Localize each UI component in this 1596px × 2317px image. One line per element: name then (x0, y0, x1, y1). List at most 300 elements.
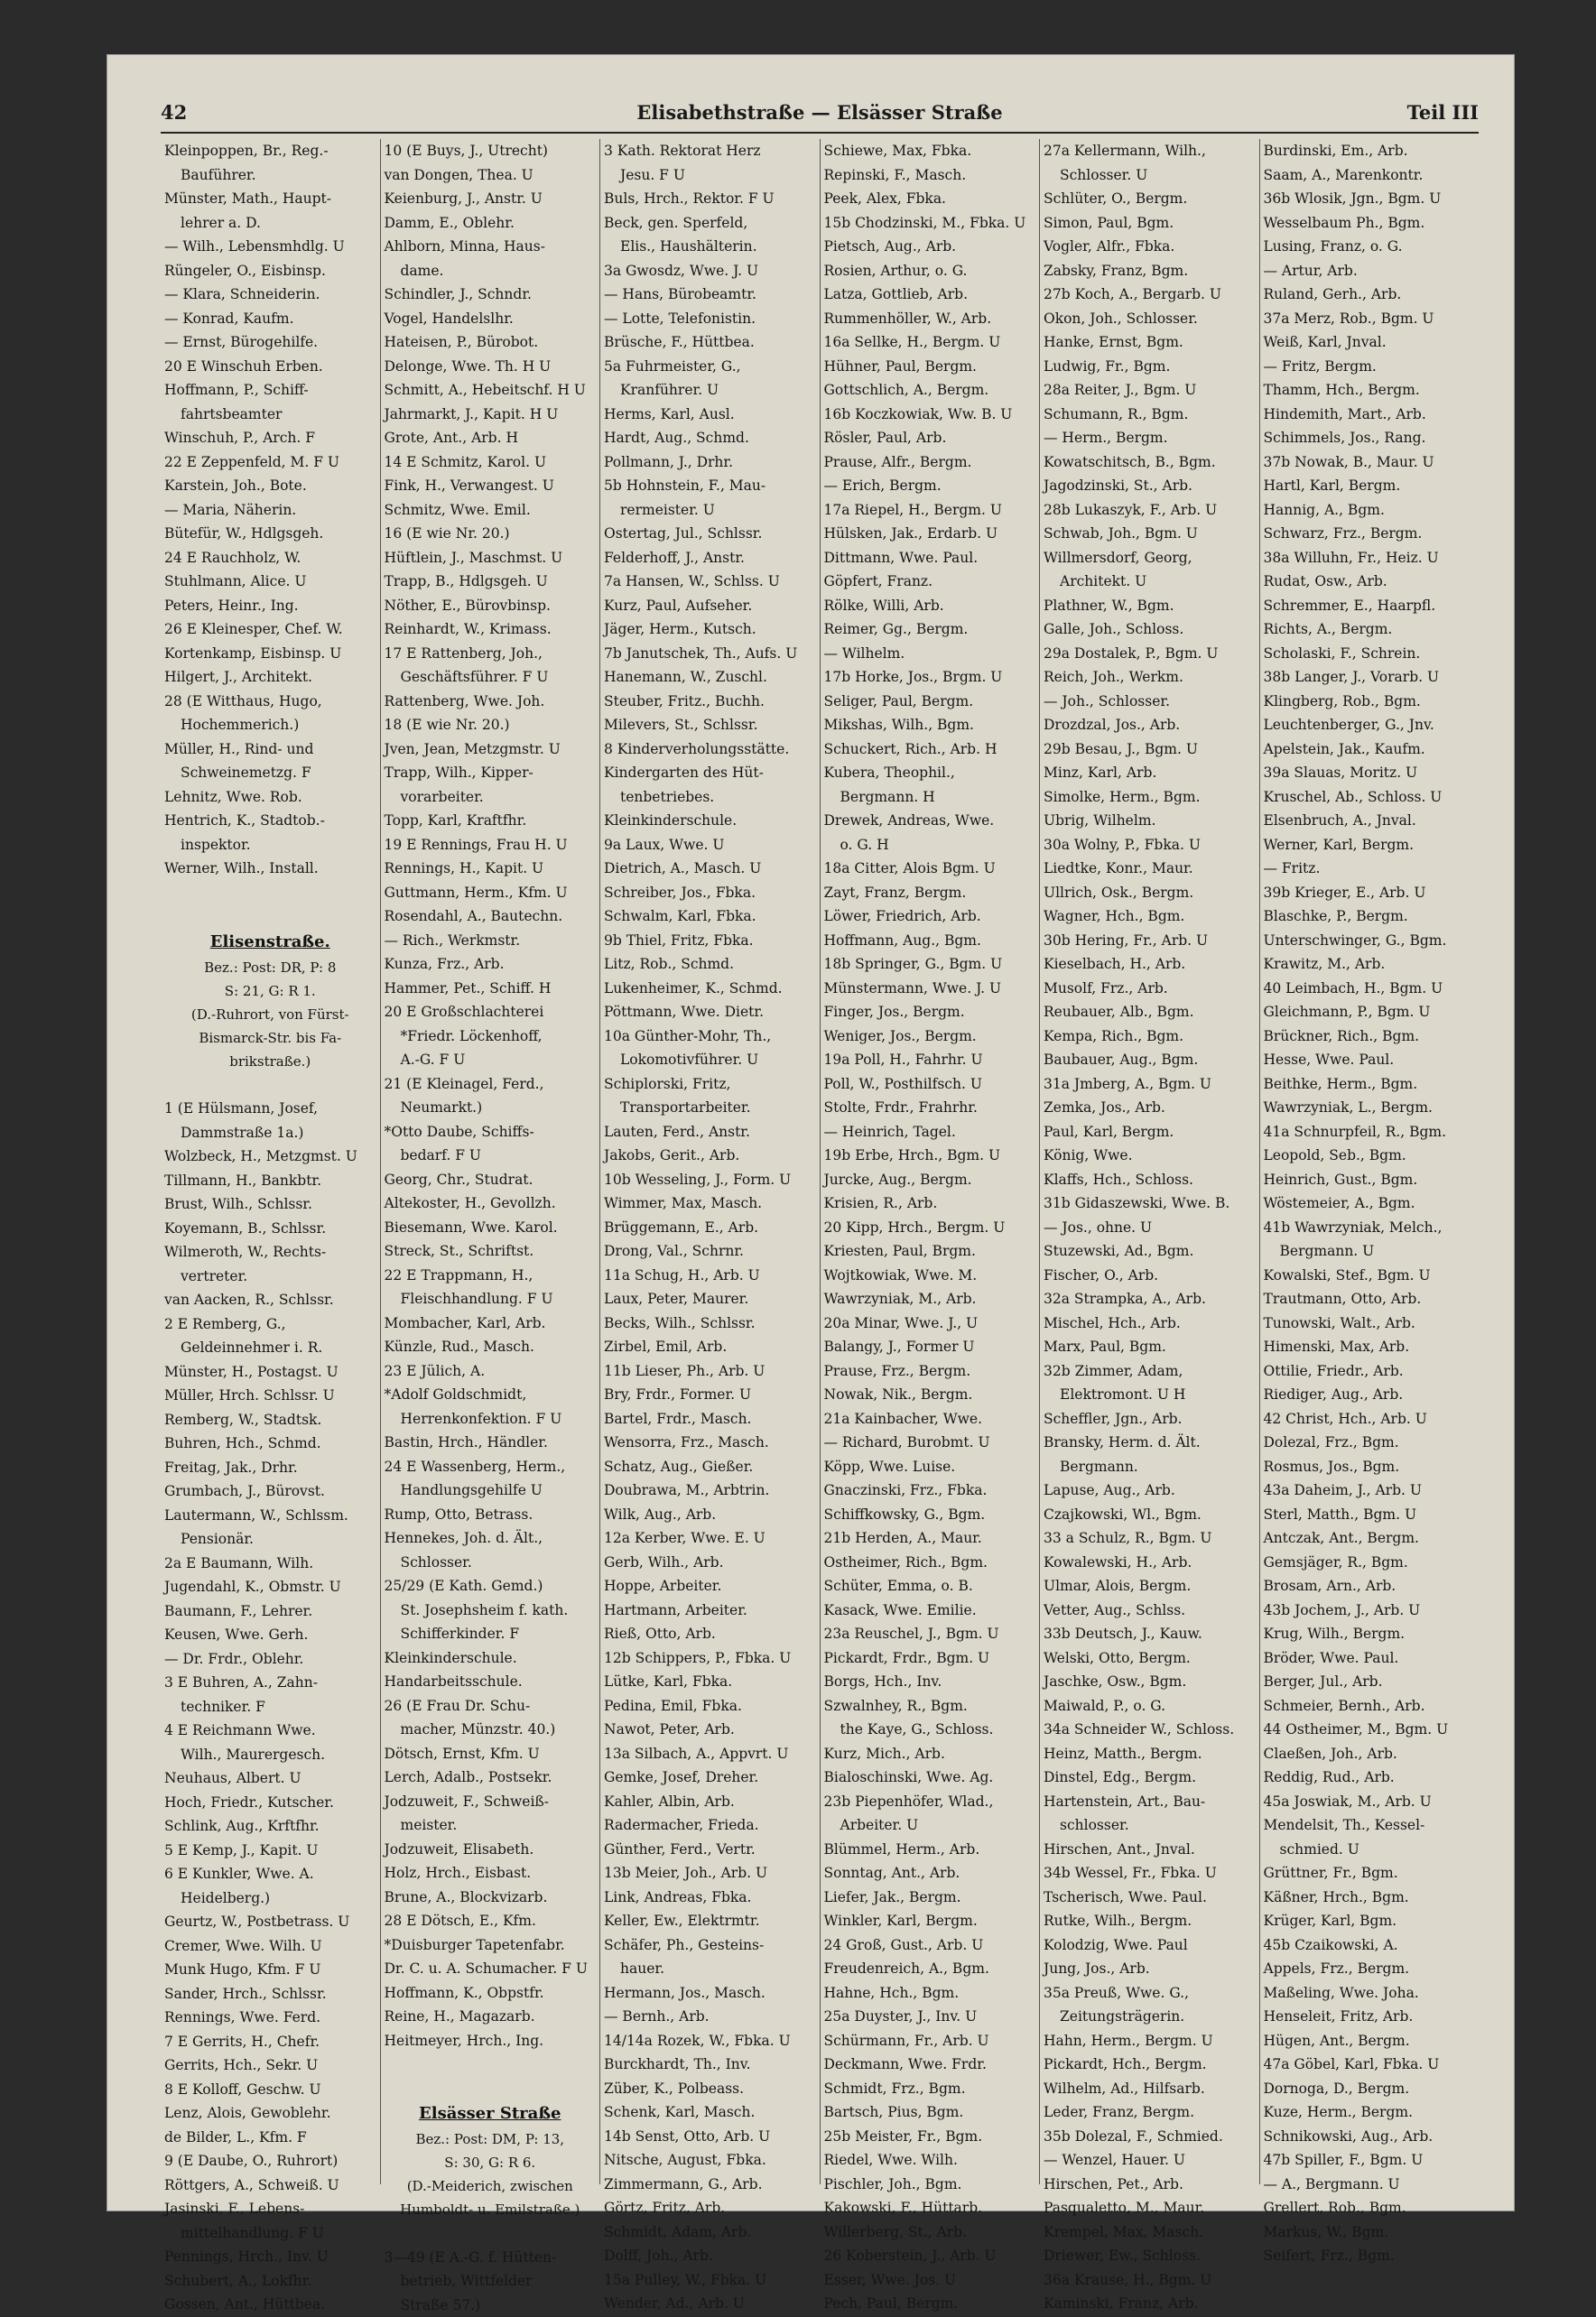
directory-entry: Reddig, Rud., Arb. (1264, 1766, 1476, 1790)
directory-entry: 10b Wesseling, J., Form. U (604, 1168, 816, 1192)
directory-entry: Reich, Joh., Werkm. (1044, 665, 1256, 690)
directory-entry: Münster, Math., Haupt- (164, 187, 376, 211)
entry-continuation: Wilh., Maurergesch. (164, 1743, 376, 1767)
directory-entry: Guttmann, Herm., Kfm. U (385, 881, 597, 905)
directory-entry: Wagner, Hch., Bgm. (1044, 904, 1256, 929)
directory-entry: Nitsche, August, Fbka. (604, 2148, 816, 2173)
directory-entry: Hanemann, W., Zuschl. (604, 665, 816, 690)
directory-entry: Biesemann, Wwe. Karol. (385, 1216, 597, 1240)
directory-entry: 5a Fuhrmeister, G., (604, 355, 816, 379)
directory-entry: Dolezal, Frz., Bgm. (1264, 1431, 1476, 1455)
directory-entry: Hesse, Wwe. Paul. (1264, 1048, 1476, 1072)
directory-entry: Rosien, Arthur, o. G. (824, 259, 1036, 283)
directory-entry: Künzle, Rud., Masch. (385, 1335, 597, 1359)
entry-continuation: Straße 57.) (385, 2294, 597, 2317)
directory-entry: — Bernh., Arb. (604, 2005, 816, 2029)
directory-entry: Grellert, Rob., Bgm. (1264, 2196, 1476, 2220)
directory-entry: 13b Meier, Joh., Arb. U (604, 1861, 816, 1886)
directory-column (821, 139, 1041, 2184)
directory-entry: Schäfer, Ph., Gesteins- (604, 1933, 816, 1958)
directory-entry: Werner, Wilh., Install. (164, 857, 376, 881)
directory-entry: Galle, Joh., Schloss. (1044, 617, 1256, 642)
directory-entry: Schubert, A., Lokfhr. (164, 2269, 376, 2294)
directory-entry: Bialoschinski, Wwe. Ag. (824, 1766, 1036, 1790)
directory-entry: 27a Kellermann, Wilh., (1044, 139, 1256, 163)
directory-entry: Seliger, Paul, Bergm. (824, 690, 1036, 714)
directory-entry: Wesselbaum Ph., Bgm. (1264, 211, 1476, 236)
directory-entry: 32a Strampka, A., Arb. (1044, 1287, 1256, 1311)
directory-entry: 21b Herden, A., Maur. (824, 1526, 1036, 1551)
directory-entry: Peters, Heinr., Ing. (164, 594, 376, 618)
entry-continuation: Pensionär. (164, 1527, 376, 1552)
directory-entry: Jäger, Herm., Kutsch. (604, 617, 816, 642)
directory-entry: Borgs, Hch., Inv. (824, 1670, 1036, 1694)
directory-entry: Kurz, Mich., Arb. (824, 1742, 1036, 1766)
directory-entry: Schimmels, Jos., Rang. (1264, 426, 1476, 450)
directory-entry: 36b Wlosik, Jgn., Bgm. U (1264, 187, 1476, 211)
directory-entry: 9b Thiel, Fritz, Fbka. (604, 929, 816, 953)
entry-continuation: Neumarkt.) (385, 1096, 597, 1120)
directory-entry: Lautermann, W., Schlssm. (164, 1504, 376, 1528)
directory-entry: Wolzbeck, H., Metzgmst. U (164, 1145, 376, 1169)
directory-entry: Jodzuweit, F., Schweiß- (385, 1790, 597, 1814)
directory-entry: Hartenstein, Art., Bau- (1044, 1790, 1256, 1814)
entry-continuation: Bauführer. (164, 163, 376, 188)
directory-entry: Hügen, Ant., Bergm. (1264, 2029, 1476, 2053)
directory-entry: Brüggemann, E., Arb. (604, 1216, 816, 1240)
directory-entry: — A., Bergmann. U (1264, 2173, 1476, 2197)
directory-entry: Schmidt, Frz., Bgm. (824, 2077, 1036, 2101)
directory-entry: 24 Groß, Gust., Arb. U (824, 1933, 1036, 1958)
directory-entry: Minz, Karl, Arb. (1044, 761, 1256, 785)
directory-entry: 5 E Kemp, J., Kapit. U (164, 1839, 376, 1863)
directory-entry: Kortenkamp, Eisbinsp. U (164, 642, 376, 666)
directory-entry: Geurtz, W., Postbetrass. U (164, 1910, 376, 1934)
directory-entry: Pasqualetto, M., Maur. (1044, 2196, 1256, 2220)
directory-entry: Jakobs, Gerit., Arb. (604, 1144, 816, 1168)
entry-continuation: bedarf. F U (385, 1144, 597, 1168)
directory-entry: 19a Poll, H., Fahrhr. U (824, 1048, 1036, 1072)
directory-entry: Claeßen, Joh., Arb. (1264, 1742, 1476, 1766)
directory-entry: Kowalski, Stef., Bgm. U (1264, 1264, 1476, 1288)
directory-entry: Kleinpoppen, Br., Reg.- (164, 139, 376, 163)
directory-entry: Baumann, F., Lehrer. (164, 1599, 376, 1624)
directory-entry: Burdinski, Em., Arb. (1264, 139, 1476, 163)
entry-continuation: Arbeiter. U (824, 1813, 1036, 1838)
entry-continuation: tenbetriebes. (604, 785, 816, 810)
directory-entry: 21a Kainbacher, Wwe. (824, 1407, 1036, 1432)
directory-entry: Jahrmarkt, J., Kapit. H U (385, 403, 597, 427)
directory-entry: 45a Joswiak, M., Arb. U (1264, 1790, 1476, 1814)
directory-entry: Wawrzyniak, M., Arb. (824, 1287, 1036, 1311)
directory-entry: 3 E Buhren, A., Zahn- (164, 1671, 376, 1695)
directory-entry: Elsenbruch, A., Jnval. (1264, 809, 1476, 833)
directory-entry: Keller, Ew., Elektrmtr. (604, 1909, 816, 1933)
directory-entry: Kahler, Albin, Arb. (604, 1790, 816, 1814)
directory-entry: 1 (E Hülsmann, Josef, (164, 1097, 376, 1121)
directory-entry: Unterschwinger, G., Bgm. (1264, 929, 1476, 953)
directory-entry: 30a Wolny, P., Fbka. U (1044, 833, 1256, 857)
directory-entry: Latza, Gottlieb, Arb. (824, 283, 1036, 307)
directory-entry: Krisien, R., Arb. (824, 1191, 1036, 1216)
directory-entry: 35a Preuß, Wwe. G., (1044, 1981, 1256, 2006)
directory-entry: Kruschel, Ab., Schloss. U (1264, 785, 1476, 810)
directory-entry: Kempa, Rich., Bgm. (1044, 1024, 1256, 1049)
directory-entry: Ruland, Gerh., Arb. (1264, 283, 1476, 307)
directory-entry: Pietsch, Aug., Arb. (824, 235, 1036, 259)
directory-entry: Sander, Hrch., Schlssr. (164, 1982, 376, 2007)
entry-continuation: *Friedr. Löckenhoff, (385, 1024, 597, 1049)
directory-entry: Markus, W., Bgm. (1264, 2220, 1476, 2245)
directory-entry: 33b Deutsch, J., Kauw. (1044, 1622, 1256, 1646)
street-section-title: Elisenstraße. (164, 929, 376, 956)
directory-entry: Doubrawa, M., Arbtrin. (604, 1478, 816, 1503)
directory-entry: Henseleit, Fritz, Arb. (1264, 2005, 1476, 2029)
directory-entry: — Rich., Werkmstr. (385, 929, 597, 953)
directory-entry: Brückner, Rich., Bgm. (1264, 1024, 1476, 1049)
directory-entry: Hammer, Pet., Schiff. H (385, 977, 597, 1001)
entry-continuation: Bergmann. U (1264, 1239, 1476, 1264)
directory-entry: — Jos., ohne. U (1044, 1216, 1256, 1240)
directory-entry: 8 E Kolloff, Geschw. U (164, 2078, 376, 2102)
directory-column (1040, 139, 1260, 2184)
directory-entry: 3a Gwosdz, Wwe. J. U (604, 259, 816, 283)
directory-entry: Schwab, Joh., Bgm. U (1044, 522, 1256, 546)
directory-entry: Richts, A., Bergm. (1264, 617, 1476, 642)
directory-entry: Schmitz, Wwe. Emil. (385, 498, 597, 523)
directory-entry: 39a Slauas, Moritz. U (1264, 761, 1476, 785)
directory-entry: 14b Senst, Otto, Arb. U (604, 2125, 816, 2149)
directory-entry: 22 E Zeppenfeld, M. F U (164, 450, 376, 475)
directory-entry: Bransky, Herm. d. Ält. (1044, 1431, 1256, 1455)
directory-entry: Dittmann, Wwe. Paul. (824, 546, 1036, 570)
entry-continuation: Hochemmerich.) (164, 713, 376, 737)
directory-entry: Vetter, Aug., Schlss. (1044, 1599, 1256, 1623)
directory-entry: Kowalewski, H., Arb. (1044, 1551, 1256, 1575)
street-section-info: (D.-Meiderich, zwischen (385, 2174, 597, 2198)
directory-entry: 31a Jmberg, A., Bgm. U (1044, 1072, 1256, 1097)
directory-entry: Trapp, Wilh., Kipper- (385, 761, 597, 785)
directory-entry: Kuze, Herm., Bergm. (1264, 2100, 1476, 2125)
directory-entry: Riedel, Wwe. Wilh. (824, 2148, 1036, 2173)
directory-entry: 12b Schippers, P., Fbka. U (604, 1646, 816, 1671)
directory-entry: Drong, Val., Schrnr. (604, 1239, 816, 1264)
directory-entry: Gerb, Wilh., Arb. (604, 1551, 816, 1575)
directory-entry: Prause, Frz., Bergm. (824, 1359, 1036, 1384)
directory-entry: Dr. C. u. A. Schumacher. F U (385, 1957, 597, 1981)
directory-entry: Beithke, Herm., Bgm. (1264, 1072, 1476, 1097)
directory-entry: Dietrich, A., Masch. U (604, 857, 816, 881)
directory-entry: Himenski, Max, Arb. (1264, 1335, 1476, 1359)
directory-entry: Zemka, Jos., Arb. (1044, 1096, 1256, 1120)
directory-entry: Stuhlmann, Alice. U (164, 570, 376, 594)
street-section-info: Bismarck-Str. bis Fa- (164, 1026, 376, 1050)
directory-entry: Marx, Paul, Bgm. (1044, 1335, 1256, 1359)
directory-entry: 5b Hohnstein, F., Mau- (604, 474, 816, 498)
directory-entry: Baubauer, Aug., Bgm. (1044, 1048, 1256, 1072)
directory-entry: — Artur, Arb. (1264, 259, 1476, 283)
directory-entry: Reinhardt, W., Krimass. (385, 617, 597, 642)
directory-entry: Schindler, J., Schndr. (385, 283, 597, 307)
directory-entry: Freudenreich, A., Bgm. (824, 1957, 1036, 1981)
directory-entry: Kleinkinderschule. (385, 1646, 597, 1671)
directory-entry: Pöttmann, Wwe. Dietr. (604, 1000, 816, 1024)
entry-continuation: Lokomotivführer. U (604, 1048, 816, 1072)
directory-entry: Kubera, Theophil., (824, 761, 1036, 785)
directory-entry: 35b Dolezal, F., Schmied. (1044, 2125, 1256, 2149)
directory-entry: 14 E Schmitz, Karol. U (385, 450, 597, 475)
directory-entry: Wimmer, Max, Masch. (604, 1191, 816, 1216)
directory-column (161, 139, 381, 2184)
directory-entry: Blaschke, P., Bergm. (1264, 904, 1476, 929)
directory-entry: Krug, Wilh., Bergm. (1264, 1622, 1476, 1646)
directory-entry: 36a Krause, H., Bgm. U (1044, 2268, 1256, 2293)
directory-entry: Schlüter, O., Bergm. (1044, 187, 1256, 211)
directory-entry: 20 E Winschuh Erben. (164, 355, 376, 379)
directory-entry: Scholaski, F., Schrein. (1264, 642, 1476, 666)
directory-entry: 25b Meister, Fr., Bgm. (824, 2125, 1036, 2149)
entry-continuation: o. G. H (824, 833, 1036, 857)
directory-entry: 22 E Trappmann, H., (385, 1264, 597, 1288)
directory-entry: Rieß, Otto, Arb. (604, 1622, 816, 1646)
street-section-info: (D.-Ruhrort, von Fürst- (164, 1003, 376, 1026)
directory-entry: Balangy, J., Former U (824, 1335, 1036, 1359)
entry-continuation: betrieb, Wittfelder (385, 2269, 597, 2294)
directory-entry: Maiwald, P., o. G. (1044, 1694, 1256, 1719)
directory-entry: Hirschen, Ant., Jnval. (1044, 1838, 1256, 1862)
entry-continuation: Architekt. U (1044, 570, 1256, 594)
directory-entry: Schmidt, Adam, Arb. (604, 2220, 816, 2245)
directory-entry: 31b Gidaszewski, Wwe. B. (1044, 1191, 1256, 1216)
directory-entry: Hüftlein, J., Maschmst. U (385, 546, 597, 570)
directory-entry: Göpfert, Franz. (824, 570, 1036, 594)
street-section-info: Bez.: Post: DM, P: 13, (385, 2127, 597, 2151)
directory-entry: — Herm., Bergm. (1044, 426, 1256, 450)
directory-entry: Herms, Karl, Ausl. (604, 403, 816, 427)
directory-entry: Jasinski, F., Lebens- (164, 2197, 376, 2221)
directory-entry: 20 E Großschlachterei (385, 1000, 597, 1024)
directory-entry: Musolf, Frz., Arb. (1044, 977, 1256, 1001)
directory-entry: 18b Springer, G., Bgm. U (824, 952, 1036, 977)
directory-entry: Pischler, Joh., Bgm. (824, 2173, 1036, 2197)
directory-entry: Dornoga, D., Bergm. (1264, 2077, 1476, 2101)
part-label: Teil III (1407, 101, 1479, 124)
directory-entry: Kaminski, Franz, Arb. (1044, 2292, 1256, 2316)
directory-entry: 38a Willuhn, Fr., Heiz. U (1264, 546, 1476, 570)
entry-continuation: Schweinemetzg. F (164, 761, 376, 785)
directory-entry: — Joh., Schlosser. (1044, 690, 1256, 714)
directory-entry: 10 (E Buys, J., Utrecht) (385, 139, 597, 163)
directory-entry: Schnikowski, Aug., Arb. (1264, 2125, 1476, 2149)
directory-entry: Hahne, Hch., Bgm. (824, 1981, 1036, 2006)
directory-entry: 33 a Schulz, R., Bgm. U (1044, 1526, 1256, 1551)
directory-entry: Finger, Jos., Bergm. (824, 1000, 1036, 1024)
directory-entry: Löwer, Friedrich, Arb. (824, 904, 1036, 929)
directory-entry: Winkler, Karl, Bergm. (824, 1909, 1036, 1933)
directory-entry: Kieselbach, H., Arb. (1044, 952, 1256, 977)
directory-entry: Mombacher, Karl, Arb. (385, 1311, 597, 1336)
directory-entry: 28b Lukaszyk, F., Arb. U (1044, 498, 1256, 523)
directory-entry: Drozdzal, Jos., Arb. (1044, 713, 1256, 737)
directory-entry: Damm, E., Oblehr. (385, 211, 597, 236)
directory-entry: Görtz, Fritz, Arb. (604, 2196, 816, 2220)
directory-entry: Apelstein, Jak., Kaufm. (1264, 737, 1476, 762)
directory-entry: 12a Kerber, Wwe. E. U (604, 1526, 816, 1551)
directory-entry: Karstein, Joh., Bote. (164, 474, 376, 498)
directory-entry: Nowak, Nik., Bergm. (824, 1383, 1036, 1407)
directory-entry: 11b Lieser, Ph., Arb. U (604, 1359, 816, 1384)
directory-entry: Wensorra, Frz., Masch. (604, 1431, 816, 1455)
directory-entry: Leder, Franz, Bergm. (1044, 2100, 1256, 2125)
directory-entry: Zabsky, Franz, Bgm. (1044, 259, 1256, 283)
directory-entry: Schwalm, Karl, Fbka. (604, 904, 816, 929)
directory-entry: Zayt, Franz, Bergm. (824, 881, 1036, 905)
directory-entry: Jodzuweit, Elisabeth. (385, 1838, 597, 1862)
entry-continuation: Herrenkonfektion. F U (385, 1407, 597, 1432)
directory-entry: Hilgert, J., Architekt. (164, 665, 376, 690)
directory-entry: Heinz, Matth., Bergm. (1044, 1742, 1256, 1766)
directory-entry: Sonntag, Ant., Arb. (824, 1861, 1036, 1886)
directory-entry: Vogler, Alfr., Fbka. (1044, 235, 1256, 259)
entry-continuation: techniker. F (164, 1695, 376, 1719)
directory-entry: Rosmus, Jos., Bgm. (1264, 1455, 1476, 1479)
directory-entry: Pennings, Hrch., Inv. U (164, 2245, 376, 2269)
directory-entry: Plathner, W., Bgm. (1044, 594, 1256, 618)
entry-continuation: Geldeinnehmer i. R. (164, 1336, 376, 1360)
directory-entry: *Otto Daube, Schiffs- (385, 1120, 597, 1145)
directory-entry: Schüter, Emma, o. B. (824, 1574, 1036, 1599)
directory-entry: Kowatschitsch, B., Bgm. (1044, 450, 1256, 475)
directory-entry: Ostertag, Jul., Schlssr. (604, 522, 816, 546)
directory-entry: Schreiber, Jos., Fbka. (604, 881, 816, 905)
directory-entry: Grumbach, J., Bürovst. (164, 1479, 376, 1504)
entry-continuation: mittelhandlung. F U (164, 2221, 376, 2246)
directory-entry: Wawrzyniak, L., Bergm. (1264, 1096, 1476, 1120)
entry-continuation: St. Josephsheim f. kath. (385, 1599, 597, 1623)
directory-entry: Schiewe, Max, Fbka. (824, 139, 1036, 163)
entry-continuation: the Kaye, G., Schloss. (824, 1718, 1036, 1742)
directory-entry: Schremmer, E., Haarpfl. (1264, 594, 1476, 618)
directory-entry: Gossen, Ant., Hüttbea. (164, 2293, 376, 2317)
directory-entry: 24 E Wassenberg, Herm., (385, 1455, 597, 1479)
directory-entry: Litz, Rob., Schmd. (604, 952, 816, 977)
directory-entry: Hateisen, P., Bürobot. (385, 330, 597, 355)
directory-entry: 17b Horke, Jos., Brgm. U (824, 665, 1036, 690)
directory-entry: Willerberg, St., Arb. (824, 2220, 1036, 2245)
directory-entry: Rosendahl, A., Bautechn. (385, 904, 597, 929)
directory-entry: — Hans, Bürobeamtr. (604, 283, 816, 307)
directory-entry: Altekoster, H., Gevollzh. (385, 1191, 597, 1216)
directory-entry: — Fritz. (1264, 857, 1476, 881)
directory-entry: Schwarz, Frz., Bergm. (1264, 522, 1476, 546)
directory-entry: 16 (E wie Nr. 20.) (385, 522, 597, 546)
directory-entry: Grote, Ant., Arb. H (385, 426, 597, 450)
directory-entry: — Erich, Bergm. (824, 474, 1036, 498)
directory-entry: Stolte, Frdr., Frahrhr. (824, 1096, 1036, 1120)
directory-entry: Simon, Paul, Bgm. (1044, 211, 1256, 236)
directory-entry: Wilmeroth, W., Rechts- (164, 1240, 376, 1265)
directory-entry: Brüsche, F., Hüttbea. (604, 330, 816, 355)
directory-entry: 23 E Jülich, A. (385, 1359, 597, 1384)
directory-entry: Köpp, Wwe. Luise. (824, 1455, 1036, 1479)
directory-entry: 13a Silbach, A., Appvrt. U (604, 1742, 816, 1766)
directory-entry: Gottschlich, A., Bergm. (824, 378, 1036, 403)
directory-entry: Neuhaus, Albert. U (164, 1766, 376, 1791)
directory-entry: Kurz, Paul, Aufseher. (604, 594, 816, 618)
directory-entry: Hühner, Paul, Bergm. (824, 355, 1036, 379)
street-section-info: Humboldt- u. Emilstraße.) (385, 2198, 597, 2221)
directory-entry: *Duisburger Tapetenfabr. (385, 1933, 597, 1958)
directory-entry: 9a Laux, Wwe. U (604, 833, 816, 857)
directory-entry: 38b Langer, J., Vorarb. U (1264, 665, 1476, 690)
directory-entry: Rutke, Wilh., Bergm. (1044, 1909, 1256, 1933)
directory-entry: 19 E Rennings, Frau H. U (385, 833, 597, 857)
directory-entry: Lauten, Ferd., Anstr. (604, 1120, 816, 1145)
directory-entry: Radermacher, Frieda. (604, 1813, 816, 1838)
directory-entry: Antczak, Ant., Bergm. (1264, 1526, 1476, 1551)
directory-entry: Berger, Jul., Arb. (1264, 1670, 1476, 1694)
directory-entry: Beck, gen. Sperfeld, (604, 211, 816, 236)
directory-column (600, 139, 821, 2184)
page-title: Elisabethstraße — Elsässer Straße (161, 101, 1479, 124)
directory-entry: 28a Reiter, J., Bgm. U (1044, 378, 1256, 403)
directory-entry: Scheffler, Jgn., Arb. (1044, 1407, 1256, 1432)
directory-entry: Leuchtenberger, G., Jnv. (1264, 713, 1476, 737)
directory-entry: 37b Nowak, B., Maur. U (1264, 450, 1476, 475)
directory-entry: Munk Hugo, Kfm. F U (164, 1958, 376, 1982)
page-header (161, 101, 1479, 132)
directory-entry: Kolodzig, Wwe. Paul (1044, 1933, 1256, 1958)
directory-entry: Link, Andreas, Fbka. (604, 1886, 816, 1910)
directory-entry: Dolff, Joh., Arb. (604, 2244, 816, 2268)
directory-entry: Mischel, Hch., Arb. (1044, 1311, 1256, 1336)
entry-continuation: Schlosser. U (1044, 163, 1256, 188)
directory-entry: Hermann, Jos., Masch. (604, 1981, 816, 2006)
directory-entry: Münster, H., Postagst. U (164, 1360, 376, 1385)
directory-entry: Müller, Hrch. Schlssr. U (164, 1384, 376, 1408)
directory-entry: 17a Riepel, H., Bergm. U (824, 498, 1036, 523)
directory-entry: Saam, A., Marenkontr. (1264, 163, 1476, 188)
directory-entry: 25/29 (E Kath. Gemd.) (385, 1574, 597, 1599)
directory-entry: van Aacken, R., Schlssr. (164, 1288, 376, 1312)
directory-entry: 4 E Reichmann Wwe. (164, 1719, 376, 1743)
directory-entry: Seifert, Frz., Bgm. (1264, 2244, 1476, 2268)
entry-continuation: lehrer a. D. (164, 211, 376, 236)
directory-entry: Maßeling, Wwe. Joha. (1264, 1981, 1476, 2006)
entry-continuation: Bergmann. H (824, 785, 1036, 810)
directory-entry: 7 E Gerrits, H., Chefr. (164, 2030, 376, 2054)
directory-entry: — Fritz, Bergm. (1264, 355, 1476, 379)
directory-entry: — Ernst, Bürogehilfe. (164, 330, 376, 355)
directory-entry: 11a Schug, H., Arb. U (604, 1264, 816, 1288)
directory-entry: Münstermann, Wwe. J. U (824, 977, 1036, 1001)
directory-entry: Schlink, Aug., Krftfhr. (164, 1814, 376, 1839)
directory-entry: 29a Dostalek, P., Bgm. U (1044, 642, 1256, 666)
directory-entry: Pickardt, Hch., Bergm. (1044, 2053, 1256, 2077)
directory-entry: Kindergarten des Hüt- (604, 761, 816, 785)
directory-entry: — Maria, Näherin. (164, 498, 376, 523)
directory-entry: Bartel, Frdr., Masch. (604, 1407, 816, 1432)
directory-entry: 16b Koczkowiak, Ww. B. U (824, 403, 1036, 427)
directory-entry: Trapp, B., Hdlgsgeh. U (385, 570, 597, 594)
directory-entry: *Adolf Goldschmidt, (385, 1383, 597, 1407)
directory-entry: Wöstemeier, A., Bgm. (1264, 1191, 1476, 1216)
directory-entry: Rennings, H., Kapit. U (385, 857, 597, 881)
directory-entry: Jaschke, Osw., Bgm. (1044, 1670, 1256, 1694)
directory-entry: Ullrich, Osk., Bergm. (1044, 881, 1256, 905)
spacer (385, 2077, 597, 2101)
directory-entry: Bütefür, W., Hdlgsgeh. (164, 522, 376, 546)
